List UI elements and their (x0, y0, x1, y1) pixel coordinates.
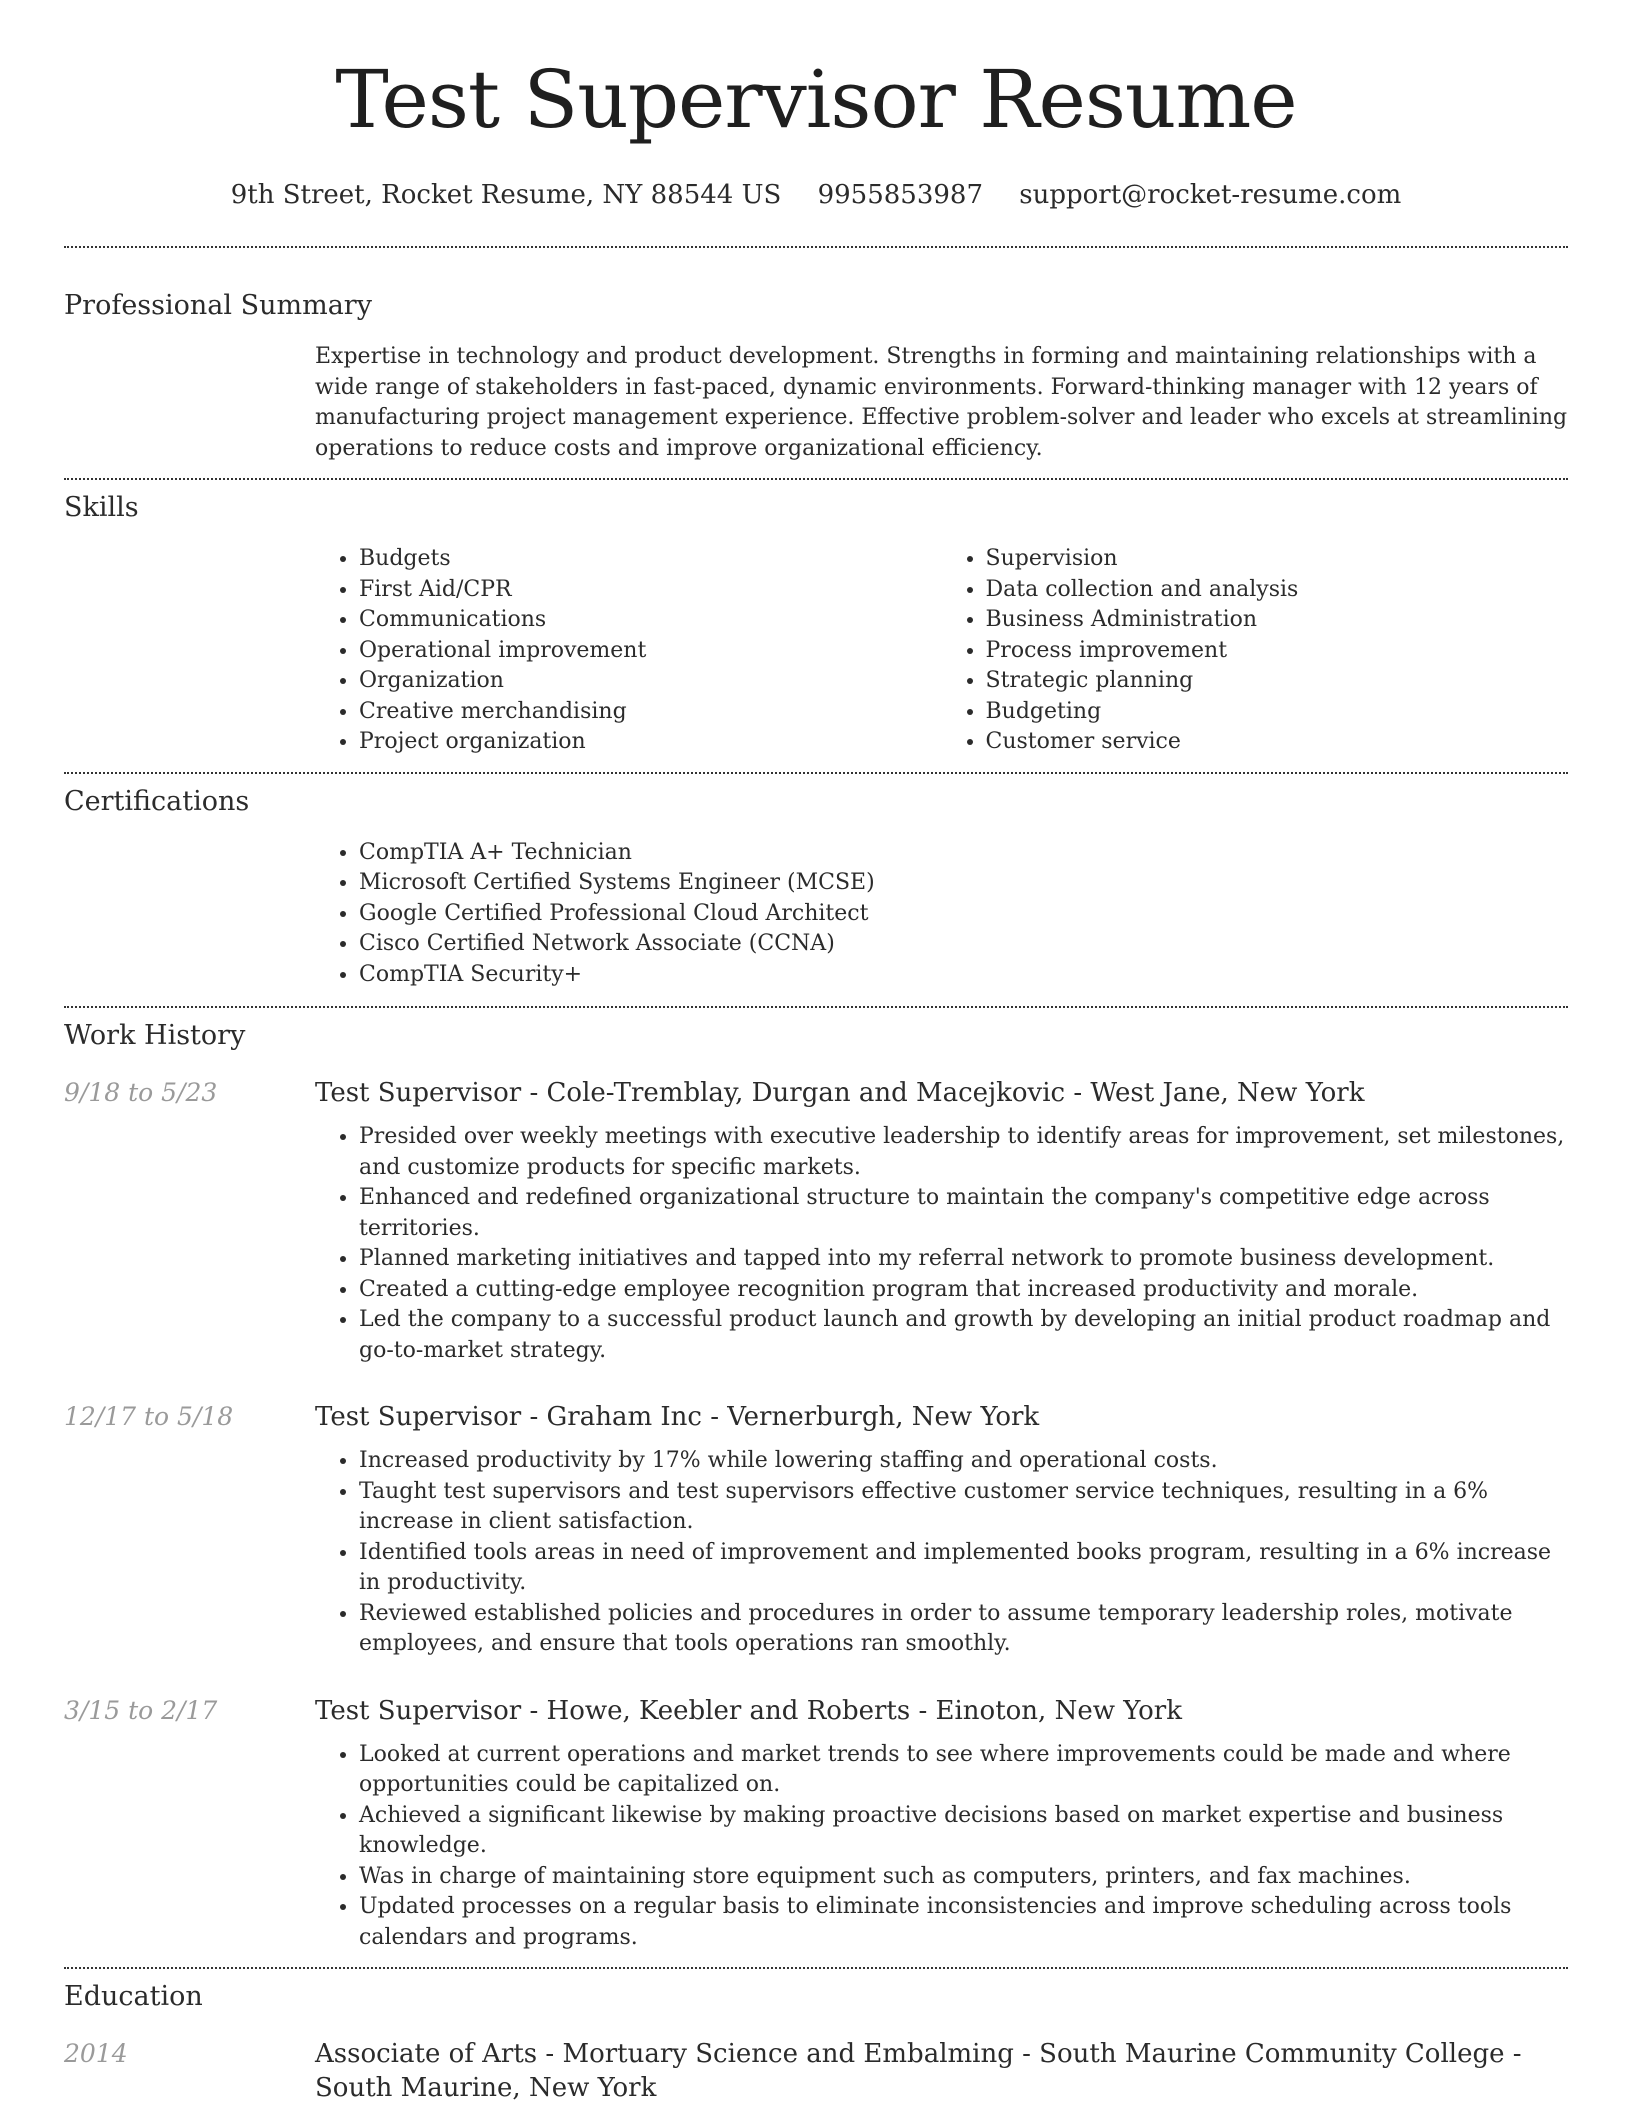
job-bullet: • Presided over weekly meetings with executive leadership to identify areas for improvement, set milestones, and customize products for specific markets. (359, 1122, 1568, 1183)
job-bullet: • Looked at current operations and market trends to see where improvements could be made and where opportunities could be capitalized on. (359, 1740, 1568, 1801)
skill-item: • Supervision (986, 544, 1569, 575)
skills-column-right (942, 544, 1569, 758)
job-bullets (315, 1740, 1568, 1954)
skill-item: • First Aid/CPR (359, 575, 942, 606)
section-work-history (64, 1008, 1568, 1953)
education-entry (64, 2037, 1568, 2105)
job-heading: Test Supervisor - Cole-Tremblay, Durgan and Macejkovic - West Jane, New York (315, 1078, 1365, 1108)
job-bullet: • Reviewed established policies and procedures in order to assume temporary leadership roles, motivate employees, and ensure that tools operations ran smoothly. (359, 1599, 1568, 1660)
skill-item: • Operational improvement (359, 636, 942, 667)
job-dates: 3/15 to 2/17 (64, 1695, 218, 1725)
resume-title: Test Supervisor Resume (335, 53, 1297, 146)
job-entry (64, 1400, 1568, 1660)
certifications-list (315, 838, 1568, 991)
section-title-certifications: Certifications (64, 785, 250, 817)
certification-item: • Google Certified Professional Cloud Architect (359, 899, 1568, 930)
job-entry (64, 1694, 1568, 1954)
certification-item: • CompTIA Security+ (359, 960, 1568, 991)
skills-list (315, 544, 1568, 758)
job-heading: Test Supervisor - Graham Inc - Vernerburgh, New York (315, 1402, 1040, 1432)
job-bullet: • Identified tools areas in need of improvement and implemented books program, resulting in a 6% increase in productivity. (359, 1538, 1568, 1599)
skills-column-left (315, 544, 942, 758)
job-bullet: • Led the company to a successful product launch and growth by developing an initial product roadmap and go-to-market strategy. (359, 1305, 1568, 1366)
section-certifications (64, 774, 1568, 991)
job-bullet: • Created a cutting-edge employee recognition program that increased productivity and morale. (359, 1275, 1568, 1306)
contact-email: support@rocket-resume.com (1019, 180, 1402, 210)
certification-item: • Cisco Certified Network Associate (CCNA) (359, 929, 1568, 960)
skill-item: • Business Administration (986, 605, 1569, 636)
skill-item: • Budgeting (986, 697, 1569, 728)
certification-item: • Microsoft Certified Systems Engineer (MCSE) (359, 868, 1568, 899)
job-entry (64, 1076, 1568, 1366)
contact-address: 9th Street, Rocket Resume, NY 88544 US (230, 180, 782, 210)
job-bullet: • Increased productivity by 17% while lowering staffing and operational costs. (359, 1446, 1568, 1477)
skill-item: • Customer service (986, 727, 1569, 758)
skill-item: • Strategic planning (986, 666, 1569, 697)
job-bullet: • Was in charge of maintaining store equipment such as computers, printers, and fax machines. (359, 1862, 1568, 1893)
resume-header (64, 0, 1568, 212)
job-dates: 9/18 to 5/23 (64, 1078, 218, 1107)
section-summary (64, 248, 1568, 464)
contact-line (64, 178, 1568, 212)
job-bullet: • Achieved a significant likewise by making proactive decisions based on market expertise and business knowledge. (359, 1801, 1568, 1862)
skill-item: • Data collection and analysis (986, 575, 1569, 606)
job-heading: Test Supervisor - Howe, Keebler and Roberts - Einoton, New York (315, 1695, 1182, 1726)
job-bullet: • Updated processes on a regular basis to eliminate inconsistencies and improve scheduling across tools calendars and programs. (359, 1892, 1568, 1953)
skill-item: • Project organization (359, 727, 942, 758)
section-title-education: Education (64, 1981, 203, 2012)
section-title-skills: Skills (64, 492, 139, 523)
job-dates: 12/17 to 5/18 (64, 1402, 234, 1431)
contact-phone: 9955853987 (817, 180, 983, 210)
section-education (64, 1969, 1568, 2105)
certification-item: • CompTIA A+ Technician (359, 838, 1568, 869)
section-title-summary: Professional Summary (64, 290, 372, 321)
skill-item: • Process improvement (986, 636, 1569, 667)
skill-item: • Organization (359, 666, 942, 697)
job-bullet: • Planned marketing initiatives and tapped into my referral network to promote business development. (359, 1244, 1568, 1275)
job-bullet: • Taught test supervisors and test supervisors effective customer service techniques, resulting in a 6% increase in client satisfaction. (359, 1477, 1568, 1538)
section-title-work-history: Work History (64, 1020, 246, 1051)
section-skills (64, 480, 1568, 758)
job-bullet: • Enhanced and redefined organizational structure to maintain the company's competitive edge across territories. (359, 1183, 1568, 1244)
education-heading: Associate of Arts - Mortuary Science and Embalming - South Maurine Community College - South Maurine, New York (315, 2039, 1522, 2103)
skill-item: • Creative merchandising (359, 697, 942, 728)
education-year: 2014 (64, 2039, 128, 2068)
job-bullets (315, 1122, 1568, 1366)
skill-item: • Communications (359, 605, 942, 636)
job-bullets (315, 1446, 1568, 1660)
skill-item: • Budgets (359, 544, 942, 575)
summary-text: Expertise in technology and product development. Strengths in forming and maintaining relationships with a wide range of stakeholders in fast-paced, dynamic environments. Forward-thinking manager with 12 years of manufacturing project management experience. Effective problem-solver and leader who excels at streamlining operations to reduce costs and improve organizational efficiency. (315, 344, 1568, 461)
